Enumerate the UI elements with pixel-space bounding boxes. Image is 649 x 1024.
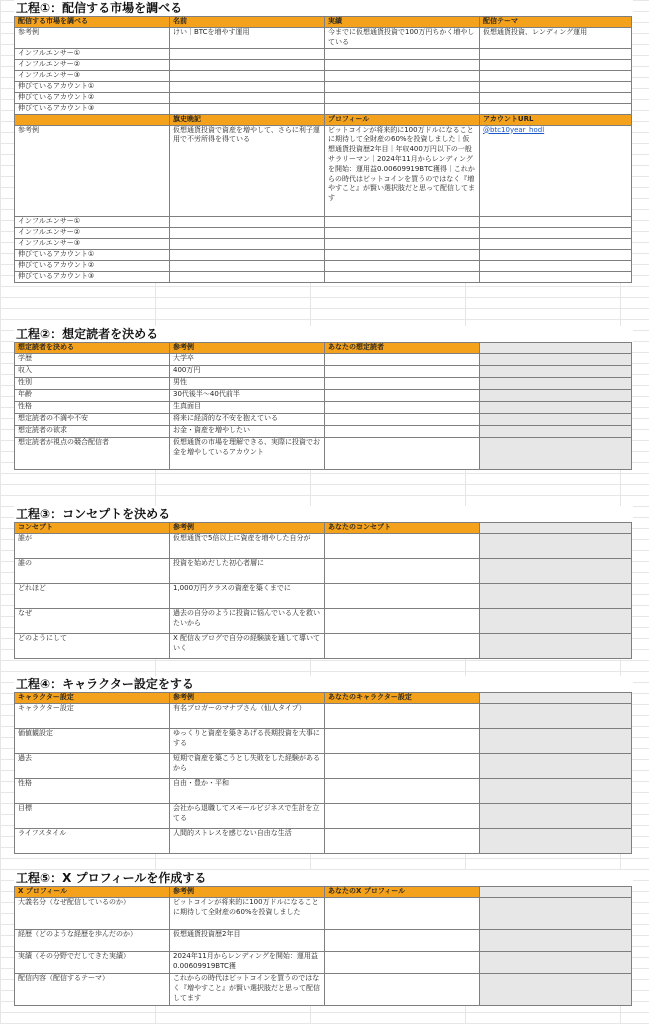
input-cell[interactable] [325, 974, 480, 1006]
cell[interactable] [480, 103, 632, 114]
header-cell[interactable]: 実績 [325, 17, 480, 28]
header-row [15, 343, 632, 354]
cell[interactable]: 年齢 [15, 390, 170, 402]
cell[interactable]: インフルエンサー③ [15, 238, 170, 249]
header-cell[interactable] [15, 114, 170, 125]
cell[interactable]: 実績（その分野でだしてきた実績） [15, 952, 170, 974]
header-cell[interactable] [480, 693, 632, 704]
cell[interactable]: 仮想通貨の市場を理解できる、実際に投資でお金を増やしているアカウント [170, 438, 325, 470]
cell[interactable] [325, 48, 480, 59]
input-cell[interactable] [325, 378, 480, 390]
cell[interactable] [170, 260, 325, 271]
cell[interactable] [480, 634, 632, 659]
cell[interactable] [170, 216, 325, 227]
cell[interactable]: 有名ブロガーのマナブさん（仙人タイプ） [170, 704, 325, 729]
table-row [15, 378, 632, 390]
cell[interactable]: 参考例 [15, 28, 170, 49]
header-cell[interactable]: あなたのキャラクター設定 [325, 693, 480, 704]
table-row [15, 249, 632, 260]
input-cell[interactable] [325, 354, 480, 366]
cell[interactable]: 仮想通貨で5倍以上に資産を増やした自分が [170, 534, 325, 559]
header-cell[interactable]: 参考例 [170, 523, 325, 534]
cell[interactable] [170, 271, 325, 282]
input-cell[interactable] [325, 438, 480, 470]
header-cell[interactable]: 配信テーマ [480, 17, 632, 28]
cell[interactable]: 仮想通貨投資歴2年目 [170, 930, 325, 952]
cell[interactable] [480, 829, 632, 854]
account-url-link[interactable]: @btc10year_hodl [480, 125, 632, 216]
cell[interactable]: インフルエンサー③ [15, 70, 170, 81]
cell[interactable]: 伸びているアカウント③ [15, 271, 170, 282]
cell[interactable] [480, 366, 632, 378]
header-row [15, 693, 632, 704]
header-cell[interactable]: 参考例 [170, 343, 325, 354]
cell[interactable] [480, 559, 632, 584]
input-cell[interactable] [325, 952, 480, 974]
cell[interactable] [480, 974, 632, 1006]
input-cell[interactable] [325, 754, 480, 779]
cell[interactable]: 今までに仮想通貨投資で100万円ちかく増やしている [325, 28, 480, 49]
table-row [15, 609, 632, 634]
cell[interactable] [325, 92, 480, 103]
cell[interactable] [325, 249, 480, 260]
cell[interactable]: 性別 [15, 378, 170, 390]
table-row [15, 390, 632, 402]
table-row [15, 81, 632, 92]
cell[interactable] [325, 227, 480, 238]
table-row [15, 438, 632, 470]
cell[interactable]: 目標 [15, 804, 170, 829]
cell[interactable] [480, 426, 632, 438]
section-character [14, 676, 633, 854]
cell[interactable]: 学歴 [15, 354, 170, 366]
table-row [15, 559, 632, 584]
cell[interactable] [325, 103, 480, 114]
cell[interactable] [480, 260, 632, 271]
cell[interactable] [480, 754, 632, 779]
cell[interactable]: どれほど [15, 584, 170, 609]
cell[interactable] [480, 390, 632, 402]
cell[interactable] [170, 249, 325, 260]
cell[interactable]: お金・資産を増やしたい [170, 426, 325, 438]
header-cell[interactable]: あなたの想定読者 [325, 343, 480, 354]
cell[interactable]: ビットコインが将来的に100万ドルになることに期待して全財産の60%を投資しました｜仮想通貨投資歴2年目｜年収400万円以下の一般サラリーマン｜2024年11月からレンディングを開始：運用益0.00609919BTC獲得｜これからの時代はビットコインを買うのではなく『増やすこと』が賢い選択肢だと思って配信してます [325, 125, 480, 216]
cell[interactable] [480, 271, 632, 282]
cell[interactable] [480, 402, 632, 414]
cell[interactable] [170, 59, 325, 70]
table-row [15, 704, 632, 729]
cell[interactable] [480, 729, 632, 754]
header-cell[interactable]: プロフィール [325, 114, 480, 125]
cell[interactable]: 想定読者が視点の競合配信者 [15, 438, 170, 470]
table-row [15, 779, 632, 804]
header-cell[interactable]: 参考例 [170, 887, 325, 898]
section-title: 工程③：コンセプトを決める [14, 506, 633, 522]
table-row [15, 271, 632, 282]
header-cell[interactable]: キャラクター設定 [15, 693, 170, 704]
cell[interactable]: 短期で資産を築こうとし失敗をした経験があるから [170, 754, 325, 779]
table-row [15, 28, 632, 49]
input-cell[interactable] [325, 634, 480, 659]
cell[interactable] [480, 92, 632, 103]
cell[interactable] [480, 48, 632, 59]
cell[interactable]: なぜ [15, 609, 170, 634]
cell[interactable]: 30代後半〜40代前半 [170, 390, 325, 402]
cell[interactable]: インフルエンサー② [15, 59, 170, 70]
cell[interactable]: 過去の自分のように投資に悩んでいる人を救いたいから [170, 609, 325, 634]
cell[interactable]: 伸びているアカウント② [15, 260, 170, 271]
section-title: 工程①：配信する市場を調べる [14, 0, 633, 16]
cell[interactable]: X 配信＆ブログで自分の経験談を通して導いていく [170, 634, 325, 659]
section-concept [14, 506, 633, 659]
input-cell[interactable] [325, 426, 480, 438]
cell[interactable]: 仮想通貨投資で資産を増やして、さらに利子運用で不労所得を得ている [170, 125, 325, 216]
input-cell[interactable] [325, 534, 480, 559]
cell[interactable] [325, 216, 480, 227]
table-row [15, 354, 632, 366]
cell[interactable] [480, 354, 632, 366]
section-title: 工程④：キャラクター設定をする [14, 676, 633, 692]
input-cell[interactable] [325, 804, 480, 829]
cell[interactable] [480, 930, 632, 952]
input-cell[interactable] [325, 609, 480, 634]
cell[interactable] [325, 59, 480, 70]
table-row [15, 414, 632, 426]
cell[interactable] [480, 249, 632, 260]
cell[interactable] [480, 59, 632, 70]
cell[interactable]: ゆっくりと資産を築きあげる長期投資を大事にする [170, 729, 325, 754]
table-row [15, 930, 632, 952]
header-cell[interactable] [480, 523, 632, 534]
x-profile-table [14, 886, 632, 1006]
cell[interactable] [170, 92, 325, 103]
header-cell[interactable]: コンセプト [15, 523, 170, 534]
table-row [15, 634, 632, 659]
header-cell[interactable]: あなたのコンセプト [325, 523, 480, 534]
table-row [15, 898, 632, 930]
cell[interactable] [480, 414, 632, 426]
section-title: 工程⑤：X プロフィールを作成する [14, 870, 633, 886]
cell[interactable] [480, 804, 632, 829]
cell[interactable] [480, 438, 632, 470]
cell[interactable]: これからの時代はビットコインを買うのではなく『増やすこと』が賢い選択肢だと思って配信してます [170, 974, 325, 1006]
cell[interactable] [480, 238, 632, 249]
cell[interactable] [480, 81, 632, 92]
cell[interactable]: どのようにして [15, 634, 170, 659]
input-cell[interactable] [325, 366, 480, 378]
input-cell[interactable] [325, 559, 480, 584]
table-row [15, 754, 632, 779]
header-cell[interactable]: 参考例 [170, 693, 325, 704]
cell[interactable]: ライフスタイル [15, 829, 170, 854]
input-cell[interactable] [325, 414, 480, 426]
cell[interactable]: 配信内容（配信するテーマ） [15, 974, 170, 1006]
cell[interactable] [325, 271, 480, 282]
table-row [15, 402, 632, 414]
cell[interactable]: キャラクター設定 [15, 704, 170, 729]
cell[interactable] [480, 952, 632, 974]
table-row [15, 534, 632, 559]
cell[interactable] [480, 216, 632, 227]
cell[interactable]: 投資を始めだした初心者層に [170, 559, 325, 584]
section-market-research [14, 0, 633, 283]
cell[interactable]: 参考例 [15, 125, 170, 216]
header-cell[interactable]: あなたのX プロフィール [325, 887, 480, 898]
cell[interactable]: 大義名分（なぜ配信しているのか） [15, 898, 170, 930]
table-row [15, 227, 632, 238]
input-cell[interactable] [325, 402, 480, 414]
cell[interactable] [480, 378, 632, 390]
cell[interactable]: 過去 [15, 754, 170, 779]
cell[interactable] [480, 898, 632, 930]
table-row [15, 584, 632, 609]
table-row [15, 238, 632, 249]
input-cell[interactable] [325, 584, 480, 609]
input-cell[interactable] [325, 729, 480, 754]
header-cell[interactable]: 旗史晩記 [170, 114, 325, 125]
cell[interactable] [480, 609, 632, 634]
cell[interactable]: 2024年11月からレンディングを開始：運用益0.00609919BTC獲 [170, 952, 325, 974]
cell[interactable] [325, 260, 480, 271]
reader-table [14, 342, 632, 470]
input-cell[interactable] [325, 930, 480, 952]
header-cell[interactable] [480, 887, 632, 898]
cell[interactable] [325, 238, 480, 249]
cell[interactable]: 想定読者の欲求 [15, 426, 170, 438]
cell[interactable]: 伸びているアカウント② [15, 92, 170, 103]
table-row [15, 804, 632, 829]
section-title: 工程②：想定読者を決める [14, 326, 633, 342]
cell[interactable]: 性格 [15, 402, 170, 414]
header-row [15, 114, 632, 125]
cell[interactable]: 性格 [15, 779, 170, 804]
concept-table [14, 522, 632, 659]
cell[interactable]: 男性 [170, 378, 325, 390]
cell[interactable] [170, 70, 325, 81]
table-row [15, 952, 632, 974]
table-row [15, 125, 632, 216]
cell[interactable]: 収入 [15, 366, 170, 378]
table-row [15, 260, 632, 271]
cell[interactable] [480, 584, 632, 609]
table-row [15, 216, 632, 227]
header-cell[interactable] [480, 343, 632, 354]
cell[interactable]: 想定読者の不満や不安 [15, 414, 170, 426]
table-row [15, 426, 632, 438]
table-row [15, 70, 632, 81]
cell[interactable]: 会社から退職してスモールビジネスで生計を立てる [170, 804, 325, 829]
table-row [15, 829, 632, 854]
table-row [15, 729, 632, 754]
cell[interactable]: 伸びているアカウント③ [15, 103, 170, 114]
cell[interactable] [170, 81, 325, 92]
header-cell[interactable]: X プロフィール [15, 887, 170, 898]
cell[interactable]: 大学卒 [170, 354, 325, 366]
cell[interactable] [170, 238, 325, 249]
cell[interactable]: 生真面目 [170, 402, 325, 414]
header-cell[interactable]: アカウントURL [480, 114, 632, 125]
header-cell[interactable]: 名前 [170, 17, 325, 28]
header-row [15, 887, 632, 898]
section-target-reader [14, 326, 633, 470]
table-row [15, 48, 632, 59]
cell[interactable] [325, 70, 480, 81]
cell[interactable]: 伸びているアカウント① [15, 81, 170, 92]
cell[interactable]: 1,000万円クラスの資産を築くまでに [170, 584, 325, 609]
cell[interactable]: インフルエンサー① [15, 48, 170, 59]
market-table [14, 16, 632, 283]
cell[interactable]: 人間的ストレスを感じない自由な生活 [170, 829, 325, 854]
cell[interactable]: インフルエンサー② [15, 227, 170, 238]
header-cell[interactable]: 配信する市場を調べる [15, 17, 170, 28]
cell[interactable] [480, 779, 632, 804]
cell[interactable]: 誰が [15, 534, 170, 559]
section-x-profile [14, 870, 633, 1006]
table-row [15, 103, 632, 114]
cell[interactable] [325, 81, 480, 92]
header-row [15, 17, 632, 28]
header-cell[interactable]: 想定読者を決める [15, 343, 170, 354]
cell[interactable] [170, 227, 325, 238]
input-cell[interactable] [325, 779, 480, 804]
cell[interactable]: 400万円 [170, 366, 325, 378]
header-row [15, 523, 632, 534]
cell[interactable]: 伸びているアカウント① [15, 249, 170, 260]
cell[interactable] [170, 48, 325, 59]
table-row [15, 59, 632, 70]
cell[interactable]: 自由・豊か・平和 [170, 779, 325, 804]
table-row [15, 366, 632, 378]
cell[interactable] [170, 103, 325, 114]
table-row [15, 974, 632, 1006]
character-table [14, 692, 632, 854]
cell[interactable]: ビットコインが将来的に100万ドルになることに期待して全財産の60%を投資しました [170, 898, 325, 930]
cell[interactable]: けい｜BTCを増やす運用 [170, 28, 325, 49]
cell[interactable] [480, 70, 632, 81]
input-cell[interactable] [325, 898, 480, 930]
cell[interactable]: 誰の [15, 559, 170, 584]
cell[interactable]: 仮想通貨投資、レンディング運用 [480, 28, 632, 49]
cell[interactable] [480, 227, 632, 238]
input-cell[interactable] [325, 704, 480, 729]
table-row [15, 92, 632, 103]
cell[interactable]: 将来に経済的な不安を抱えている [170, 414, 325, 426]
cell[interactable]: 価値観設定 [15, 729, 170, 754]
cell[interactable]: インフルエンサー① [15, 216, 170, 227]
input-cell[interactable] [325, 829, 480, 854]
cell[interactable]: 経歴（どのような経歴を歩んだのか） [15, 930, 170, 952]
input-cell[interactable] [325, 390, 480, 402]
cell[interactable] [480, 534, 632, 559]
cell[interactable] [480, 704, 632, 729]
